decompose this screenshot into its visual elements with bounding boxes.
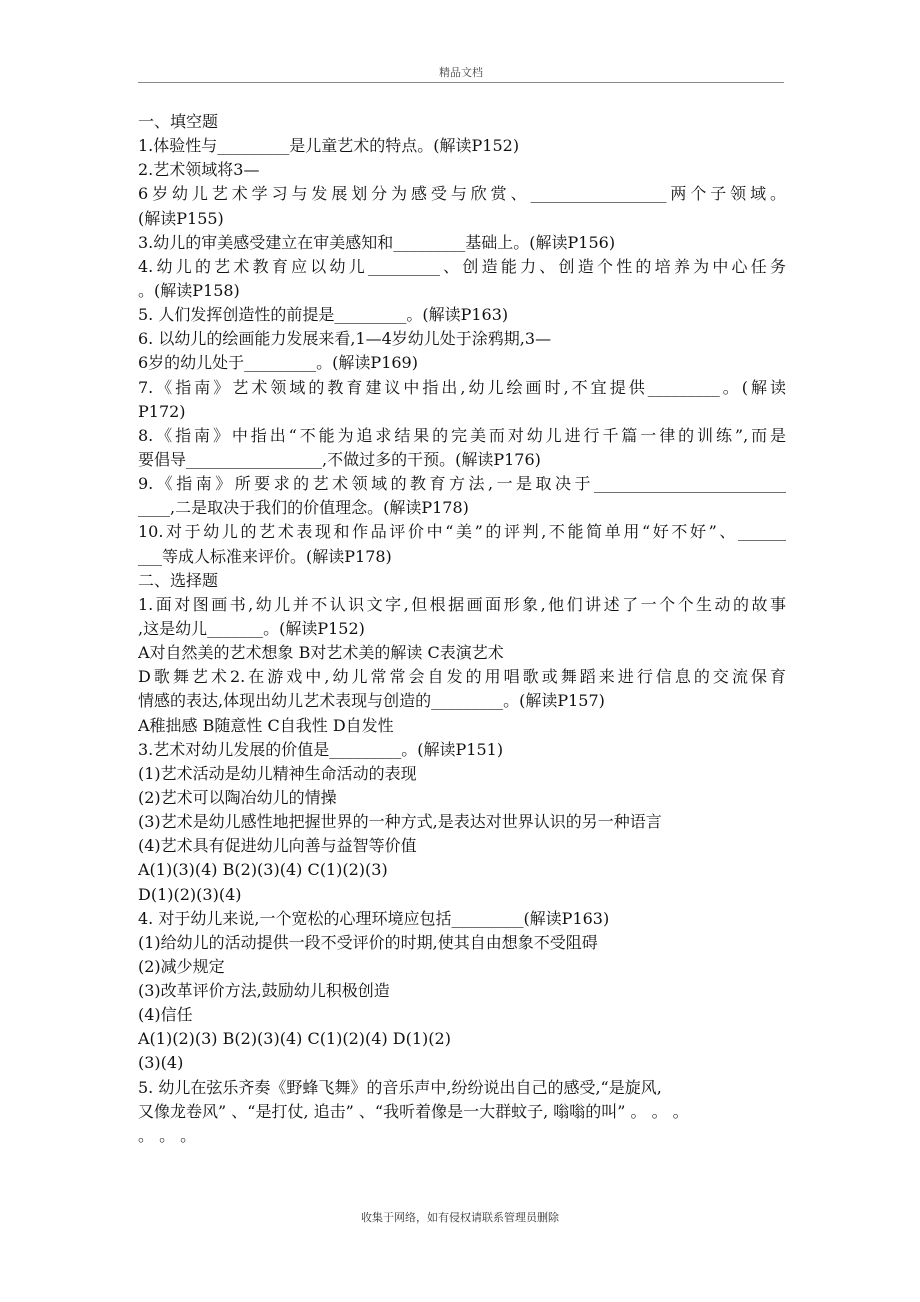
text-line: A(1)(2)(3) B(2)(3)(4) C(1)(2)(4) D(1)(2) bbox=[138, 1029, 451, 1049]
text-line: 二、选择题 bbox=[138, 570, 219, 590]
text-line: 1.体验性与_________是儿童艺术的特点。(解读P152) bbox=[138, 136, 520, 156]
text-line: (4)信任 bbox=[138, 1005, 193, 1025]
text-line: 6岁幼儿艺术学习与发展划分为感受与欣赏、_________________两个子领域。 bbox=[138, 184, 786, 204]
text-line: D歌舞艺术2.在游戏中,幼儿常常会自发的用唱歌或舞蹈来进行信息的交流保育 bbox=[138, 667, 786, 687]
text-line: 要倡导_________________,不做过多的干预。(解读P176) bbox=[138, 449, 541, 469]
page-header: 精品文档 bbox=[439, 66, 483, 79]
text-line: 。(解读P158) bbox=[138, 280, 240, 300]
text-line: (1)艺术活动是幼儿精神生命活动的表现 bbox=[138, 763, 417, 783]
page-footer: 收集于网络，如有侵权请联系管理员删除 bbox=[361, 1211, 559, 1224]
text-line: (2)减少规定 bbox=[138, 956, 225, 976]
text-line: A稚拙感 B随意性 C自我性 D自发性 bbox=[138, 715, 394, 735]
text-line: 6岁的幼儿处于_________。(解读P169) bbox=[138, 353, 418, 373]
text-line: A对自然美的艺术想象 B对艺术美的解读 C表演艺术 bbox=[138, 643, 504, 663]
text-line: 1.面对图画书,幼儿并不认识文字,但根据画面形象,他们讲述了一个个生动的故事 bbox=[138, 594, 786, 614]
text-line: (3)改革评价方法,鼓励幼儿积极创造 bbox=[138, 981, 390, 1001]
text-line: 8.《指南》中指出“不能为追求结果的完美而对幼儿进行千篇一律的训练”,而是 bbox=[138, 425, 786, 445]
text-line: 。 。 。 bbox=[138, 1125, 197, 1145]
text-line: ,这是幼儿_______。(解读P152) bbox=[138, 618, 365, 638]
text-line: 6. 以幼儿的绘画能力发展来看,1—4岁幼儿处于涂鸦期,3— bbox=[138, 329, 552, 349]
text-line: 又像龙卷风” 、“是打仗, 追击” 、“我听着像是一大群蚊子, 嗡嗡的叫” 。 。 。 bbox=[138, 1101, 689, 1121]
text-line: 4. 对于幼儿来说,一个宽松的心理环境应包括_________(解读P163) bbox=[138, 908, 610, 928]
text-line: D(1)(2)(3)(4) bbox=[138, 884, 242, 904]
text-line: 9.《指南》所要求的艺术领域的教育方法,一是取决于________________________ bbox=[138, 474, 786, 494]
text-line: (解读P155) bbox=[138, 208, 224, 228]
text-line: P172) bbox=[138, 401, 186, 421]
text-line: (1)给幼儿的活动提供一段不受评价的时期,使其自由想象不受阻碍 bbox=[138, 932, 598, 952]
text-line: 3.艺术对幼儿发展的价值是_________。(解读P151) bbox=[138, 739, 504, 759]
text-line: 2.艺术领域将3— bbox=[138, 160, 260, 180]
text-line: ____,二是取决于我们的价值理念。(解读P178) bbox=[138, 498, 469, 518]
document-body bbox=[138, 110, 786, 1148]
text-line: 4.幼儿的艺术教育应以幼儿_________、创造能力、创造个性的培养为中心任务 bbox=[138, 256, 786, 276]
text-line: A(1)(3)(4) B(2)(3)(4) C(1)(2)(3) bbox=[138, 860, 388, 880]
text-line: 3.幼儿的审美感受建立在审美感知和_________基础上。(解读P156) bbox=[138, 232, 616, 252]
text-line: 情感的表达,体现出幼儿艺术表现与创造的_________。(解读P157) bbox=[138, 691, 605, 711]
header-divider bbox=[138, 82, 784, 83]
text-line: (3)(4) bbox=[138, 1053, 184, 1073]
text-line: (3)艺术是幼儿感性地把握世界的一种方式,是表达对世界认识的另一种语言 bbox=[138, 812, 662, 832]
text-line: 5. 人们发挥创造性的前提是_________。(解读P163) bbox=[138, 305, 509, 325]
text-line: (2)艺术可以陶冶幼儿的情操 bbox=[138, 787, 337, 807]
text-line: ___等成人标准来评价。(解读P178) bbox=[138, 546, 392, 566]
text-line: 一、填空题 bbox=[138, 112, 219, 131]
text-line: 5. 幼儿在弦乐齐奏《野蜂飞舞》的音乐声中,纷纷说出自己的感受,“是旋风, bbox=[138, 1077, 662, 1097]
text-line: (4)艺术具有促进幼儿向善与益智等价值 bbox=[138, 836, 417, 856]
text-line: 10.对于幼儿的艺术表现和作品评价中“美”的评判,不能简单用“好不好”、______ bbox=[138, 522, 786, 542]
text-line: 7.《指南》艺术领域的教育建议中指出,幼儿绘画时,不宜提供_________。(解读 bbox=[138, 377, 786, 397]
